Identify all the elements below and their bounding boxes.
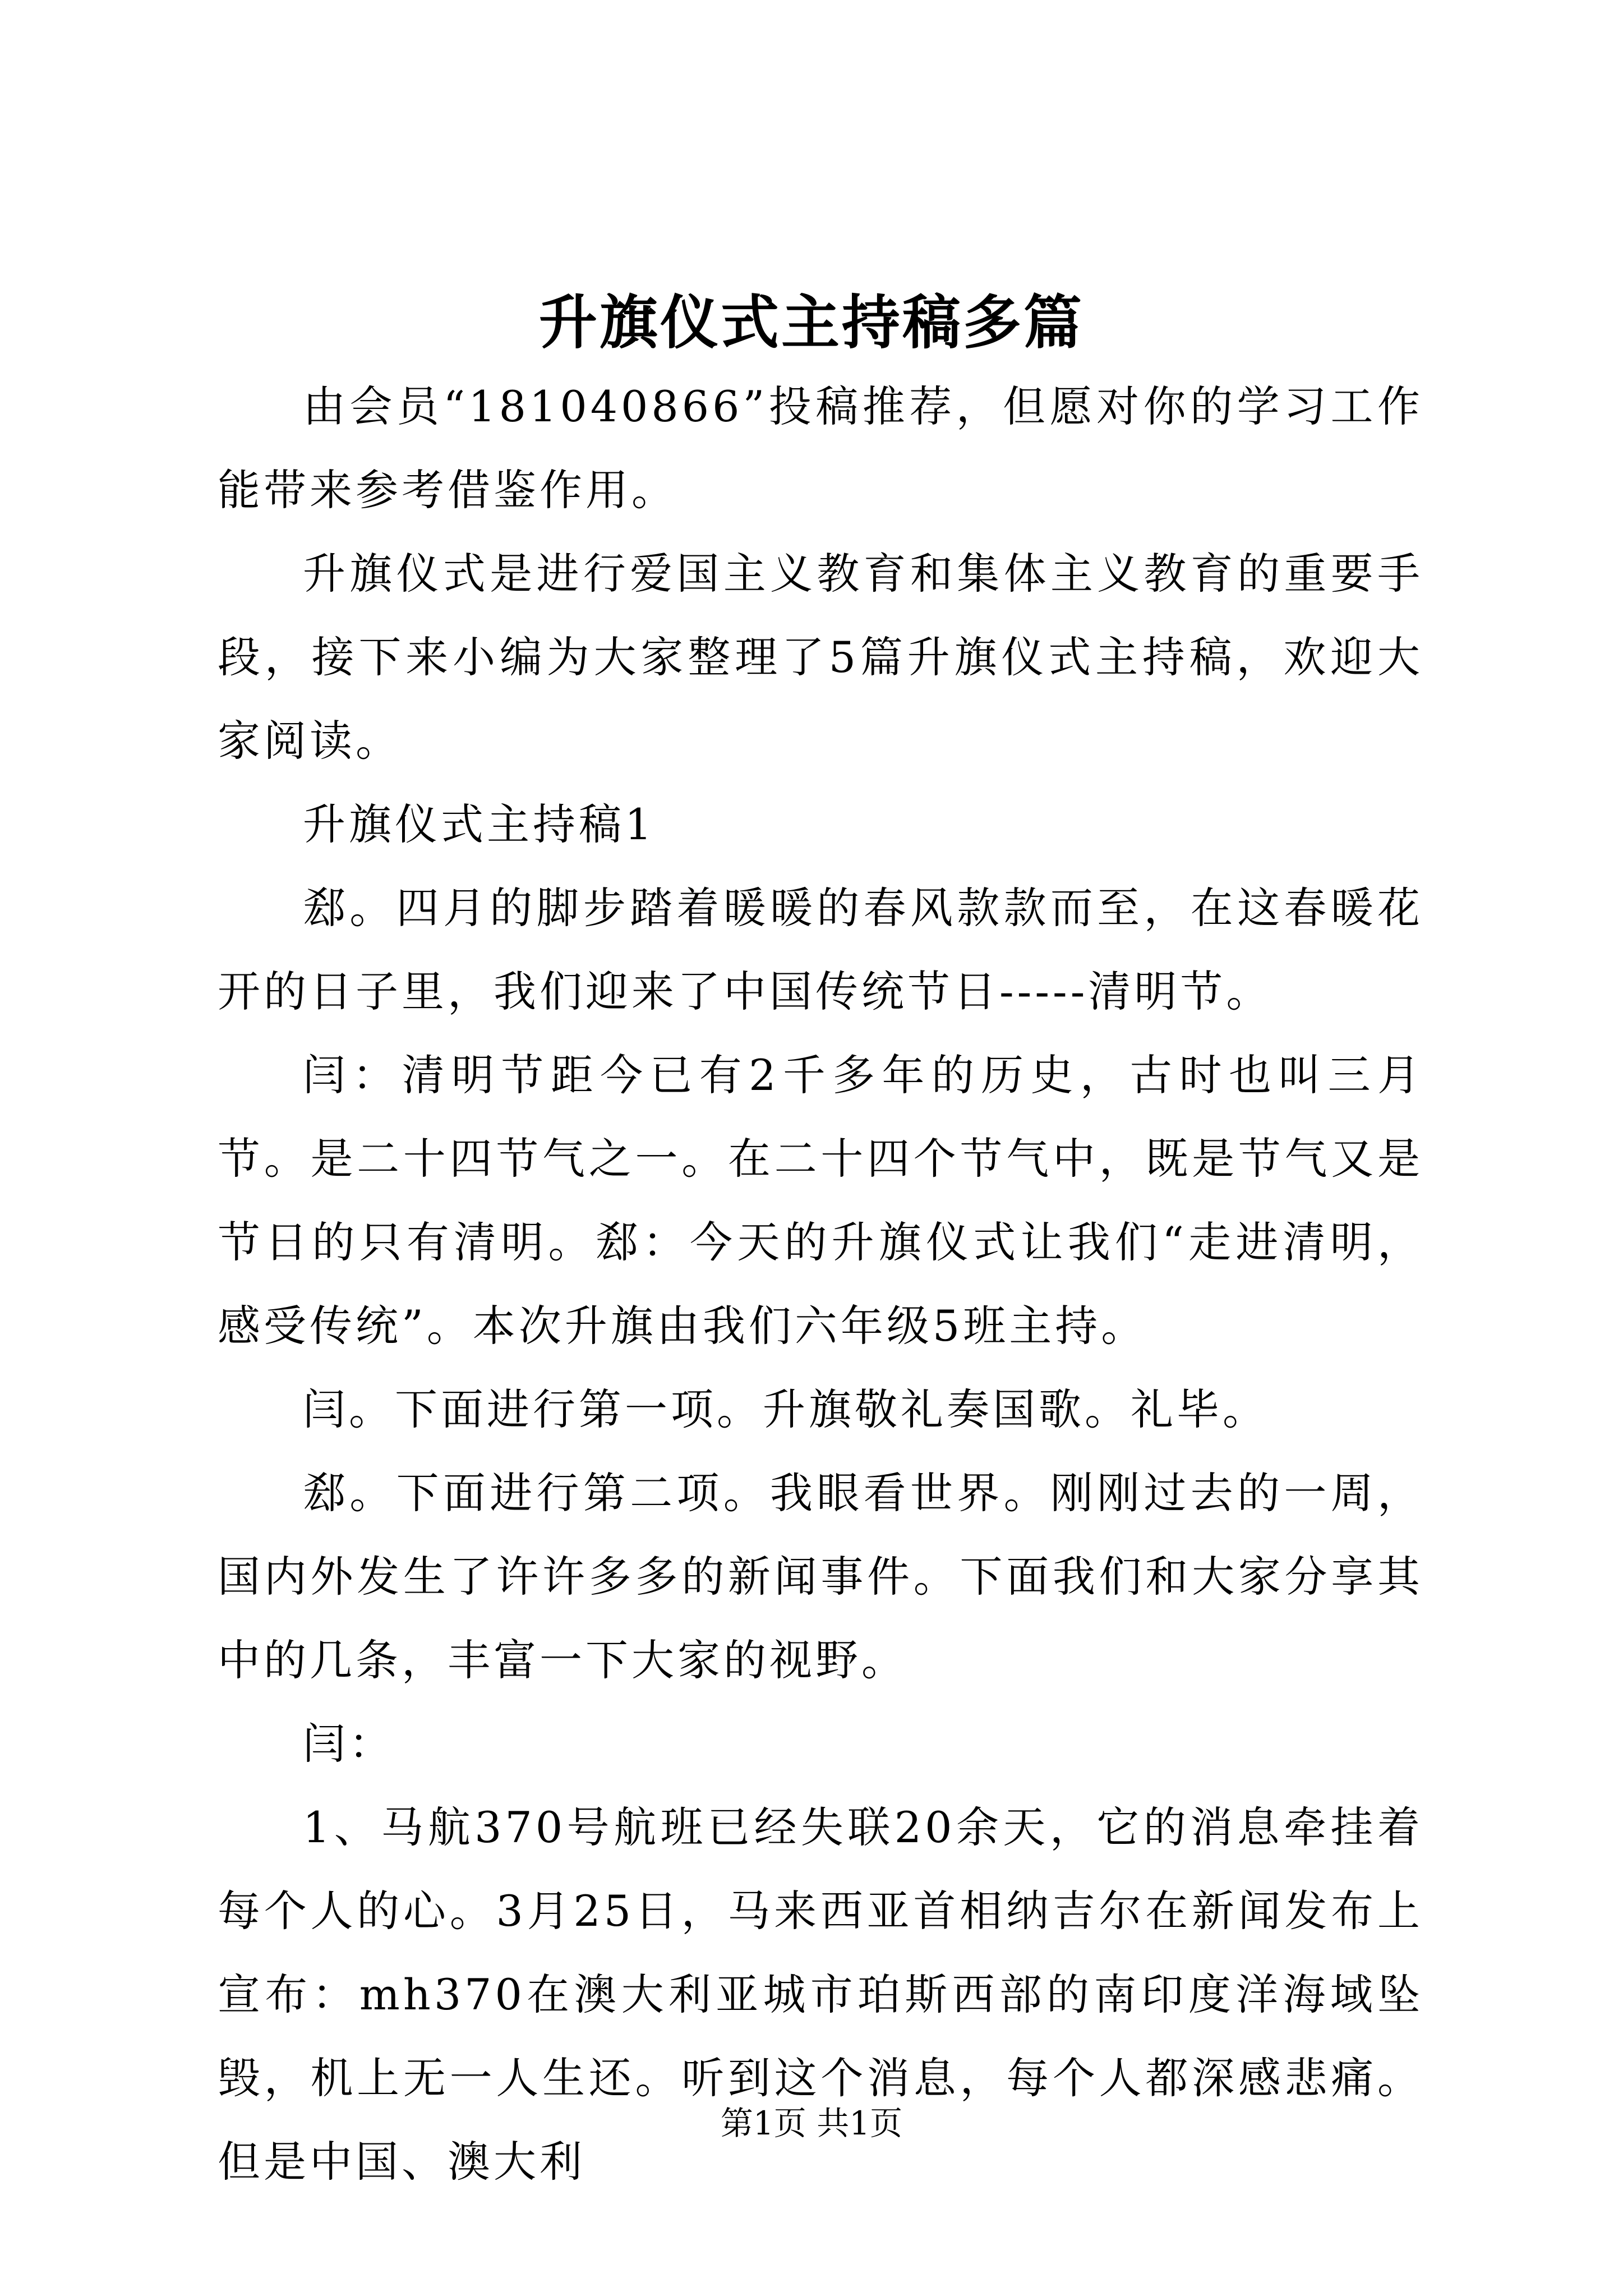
document-body [218,365,1423,2203]
paragraph-intro: 由会员“181040866”投稿推荐，但愿对你的学习工作能带来参考借鉴作用。 [218,381,1423,515]
document-title: 升旗仪式主持稿多篇 [538,288,1084,357]
paragraph: 闫：清明节距今已有2千多年的历史，古时也叫三月节。是二十四节气之一。在二十四个节气中，既是节气又是节日的只有清明。郄：今天的升旗仪式让我们“走进清明，感受传统”。本次升旗由我们六年级5班主持。 [218,1050,1423,1351]
paragraph: 闫。下面进行第一项。升旗敬礼奏国歌。礼毕。 [303,1384,1269,1434]
paragraph: 闫： [303,1719,395,1769]
paragraph: 郄。四月的脚步踏着暖暖的春风款款而至，在这春暖花开的日子里，我们迎来了中国传统节日-----清明节。 [218,883,1423,1016]
page-footer: 第1页 共1页 [720,2104,903,2142]
paragraph: 郄。下面进行第二项。我眼看世界。刚刚过去的一周，国内外发生了许许多多的新闻事件。下面我们和大家分享其中的几条，丰富一下大家的视野。 [218,1468,1423,1685]
paragraph: 1、马航370号航班已经失联20余天，它的消息牵挂着每个人的心。3月25日，马来西亚首相纳吉尔在新闻发布上宣布：mh370在澳大利亚城市珀斯西部的南印度洋海域坠毁，机上无一人生还。听到这个消息，每个人都深感悲痛。但是中国、澳大利 [218,1802,1423,2187]
paragraph-summary: 升旗仪式是进行爱国主义教育和集体主义教育的重要手段，接下来小编为大家整理了5篇升旗仪式主持稿，欢迎大家阅读。 [218,549,1423,766]
section-heading: 升旗仪式主持稿1 [303,799,656,849]
